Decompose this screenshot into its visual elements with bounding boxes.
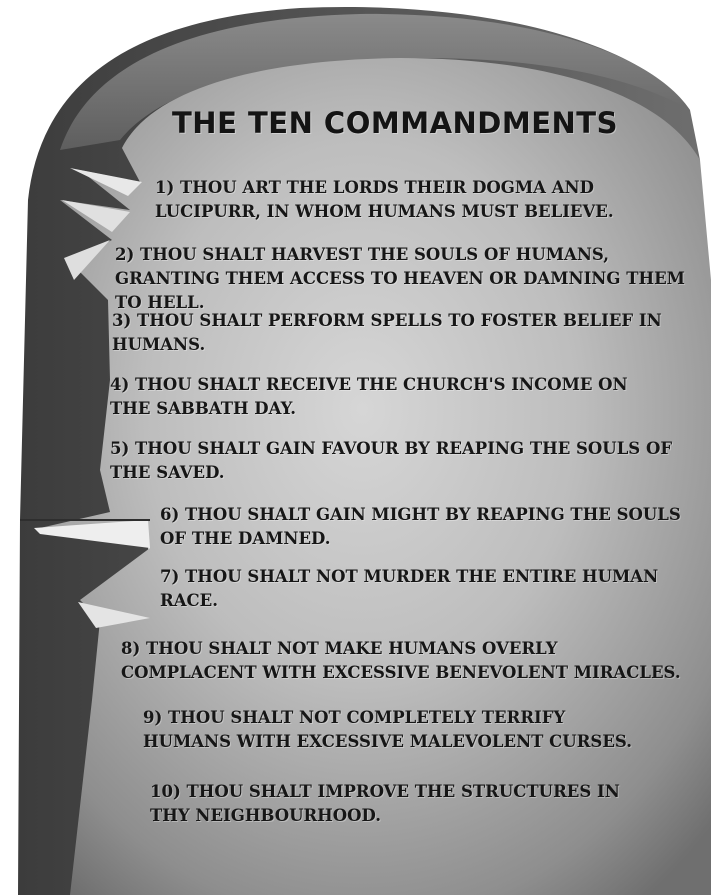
commandment-8: 8) THOU SHALT NOT MAKE HUMANS OVERLY COMPLACENT WITH EXCESSIVE BENEVOLENT MIRACLES.: [121, 639, 681, 682]
commandment-10: 10) THOU SHALT IMPROVE THE STRUCTURES IN THY NEIGHBOURHOOD.: [150, 782, 620, 825]
commandment-6: 6) THOU SHALT GAIN MIGHT BY REAPING THE SOULS OF THE DAMNED.: [160, 505, 681, 548]
commandment-3: 3) THOU SHALT PERFORM SPELLS TO FOSTER BELIEF IN HUMANS.: [112, 311, 662, 354]
commandment-5: 5) THOU SHALT GAIN FAVOUR BY REAPING THE SOULS OF THE SAVED.: [110, 439, 673, 482]
commandment-7: 7) THOU SHALT NOT MURDER THE ENTIRE HUMAN RACE.: [160, 567, 659, 610]
commandment-4: 4) THOU SHALT RECEIVE THE CHURCH'S INCOME ON THE SABBATH DAY.: [110, 375, 628, 418]
commandment-9: 9) THOU SHALT NOT COMPLETELY TERRIFY HUMANS WITH EXCESSIVE MALEVOLENT CURSES.: [143, 708, 632, 751]
commandment-2: 2) THOU SHALT HARVEST THE SOULS OF HUMANS, GRANTING THEM ACCESS TO HEAVEN OR DAMNING THEM TO HELL.: [115, 245, 685, 312]
commandment-1: 1) THOU ART THE LORDS THEIR DOGMA AND LUCIPURR, IN WHOM HUMANS MUST BELIEVE.: [155, 178, 614, 221]
page-title: THE TEN COMMANDMENTS: [172, 106, 618, 140]
